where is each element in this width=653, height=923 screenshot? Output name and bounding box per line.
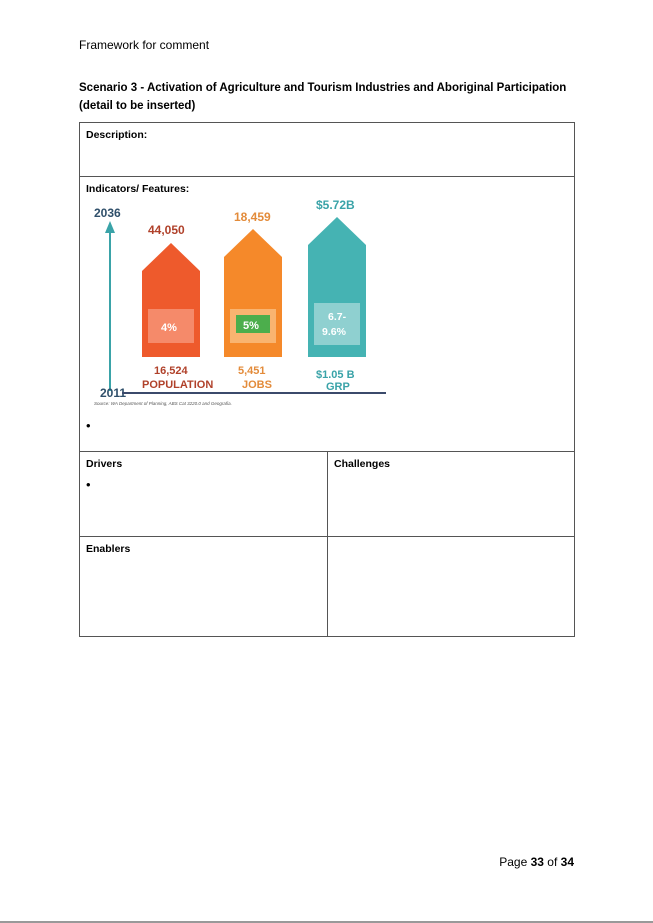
- year-top: 2036: [94, 206, 121, 220]
- description-label: Description:: [86, 129, 148, 141]
- description-cell: [80, 123, 575, 177]
- indicators-label: Indicators/ Features:: [86, 183, 190, 195]
- indicators-infographic: [86, 199, 396, 411]
- year-bottom: 2011: [100, 386, 127, 400]
- enablers-empty-cell: [328, 537, 575, 637]
- indicators-cell: [80, 177, 575, 452]
- running-header: Framework for comment: [79, 38, 210, 52]
- indicators-bullet: •: [86, 418, 91, 433]
- challenges-label: Challenges: [334, 458, 391, 470]
- current-page: 33: [530, 855, 544, 869]
- enablers-cell: [80, 537, 328, 637]
- drivers-bullet: •: [86, 477, 91, 492]
- grp-growth-line2: 9.6%: [322, 326, 346, 338]
- jobs-arrowhead: [224, 229, 282, 285]
- scenario-table: [79, 122, 575, 637]
- page-prefix: Page: [499, 855, 531, 869]
- jobs-growth: 5%: [243, 320, 259, 332]
- scenario-title: Scenario 3 - Activation of Agriculture and Tourism Industries and Aboriginal Participation (detail to be inserted): [79, 82, 567, 112]
- drivers-cell: [80, 452, 328, 537]
- grp-2011-value: $1.05 B: [316, 369, 355, 381]
- jobs-2011-value: 5,451: [238, 365, 266, 377]
- jobs-label: JOBS: [242, 379, 272, 391]
- population-growth: 4%: [161, 322, 177, 334]
- jobs-arrow: [224, 210, 282, 391]
- page-number: [499, 855, 574, 869]
- grp-arrow: [308, 199, 366, 393]
- enablers-label: Enablers: [86, 543, 131, 555]
- grp-label: GRP: [326, 381, 350, 393]
- infographic-source: Source: WA Department of Planning, ABS Cat 3220.0 and Geografia.: [94, 401, 232, 406]
- grp-growth-box: [314, 303, 360, 345]
- population-2011-value: 16,524: [154, 365, 188, 377]
- jobs-2036-value: 18,459: [234, 210, 271, 224]
- population-2036-value: 44,050: [148, 223, 185, 237]
- grp-2036-value: $5.72B: [316, 199, 355, 212]
- population-arrowhead: [142, 243, 200, 301]
- grp-arrowhead: [308, 217, 366, 269]
- grp-growth-line1: 6.7-: [328, 311, 347, 323]
- drivers-label: Drivers: [86, 458, 123, 470]
- population-label: POPULATION: [142, 379, 214, 391]
- total-pages: 34: [560, 855, 574, 869]
- page-of: of: [543, 855, 561, 869]
- population-arrow: [142, 223, 213, 391]
- challenges-cell: [328, 452, 575, 537]
- timeline-arrowhead: [105, 221, 115, 233]
